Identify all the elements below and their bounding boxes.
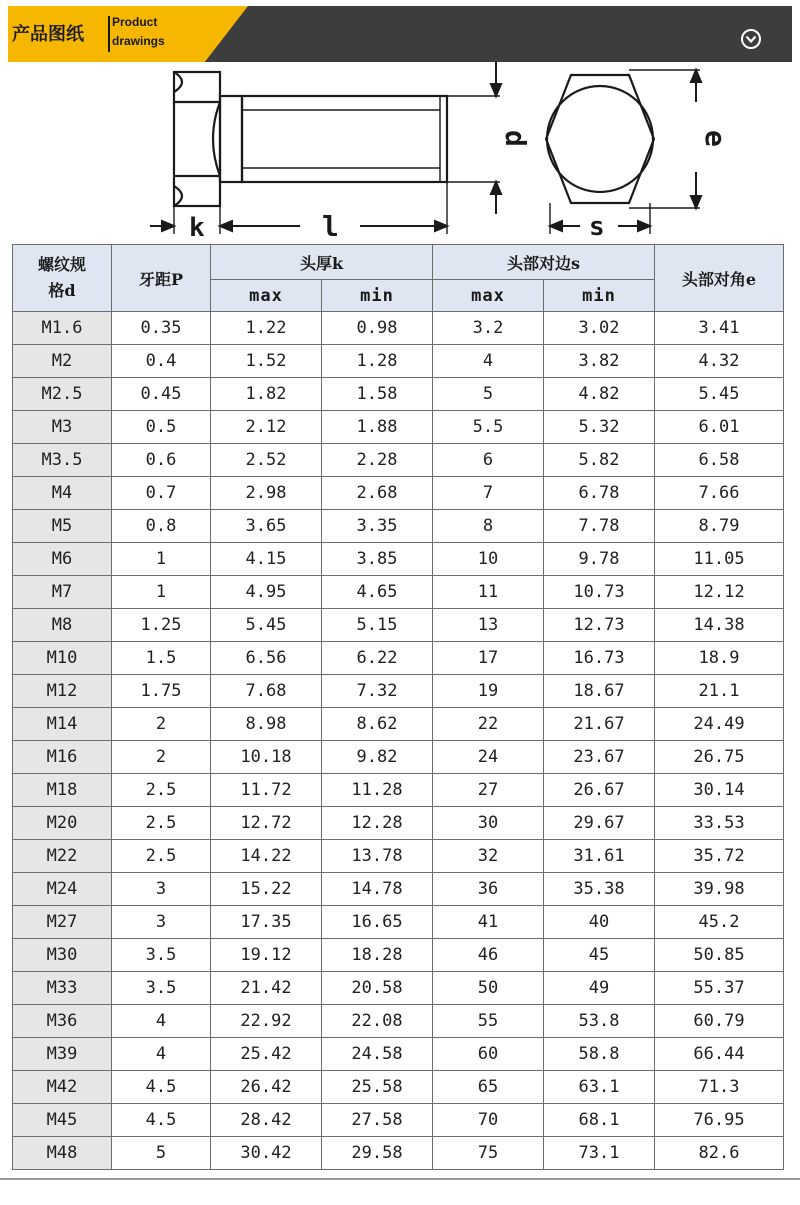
k-max-cell: 6.56 [211, 642, 322, 675]
s-max-cell: 5 [433, 378, 544, 411]
k-min-cell: 3.35 [322, 510, 433, 543]
k-max-cell: 4.15 [211, 543, 322, 576]
label-k: k [189, 213, 205, 243]
label-d: d [499, 130, 532, 147]
k-min-cell: 24.58 [322, 1038, 433, 1071]
k-max-cell: 5.45 [211, 609, 322, 642]
spec-cell: M16 [13, 741, 112, 774]
k-max-cell: 22.92 [211, 1005, 322, 1038]
pitch-cell: 4 [112, 1005, 211, 1038]
k-min-cell: 7.32 [322, 675, 433, 708]
table-row [13, 1137, 784, 1170]
banner-title-cn: 产品图纸 [12, 24, 84, 45]
header-across-corners: 头部对角e [655, 245, 784, 312]
pitch-cell: 0.5 [112, 411, 211, 444]
spec-cell: M3 [13, 411, 112, 444]
k-max-cell: 2.98 [211, 477, 322, 510]
k-min-cell: 11.28 [322, 774, 433, 807]
k-max-cell: 7.68 [211, 675, 322, 708]
table-row [13, 873, 784, 906]
s-min-cell: 6.78 [544, 477, 655, 510]
k-min-cell: 5.15 [322, 609, 433, 642]
spec-cell: M7 [13, 576, 112, 609]
e-cell: 11.05 [655, 543, 784, 576]
k-min-cell: 2.68 [322, 477, 433, 510]
spec-cell: M2.5 [13, 378, 112, 411]
pitch-cell: 0.45 [112, 378, 211, 411]
table-row [13, 1104, 784, 1137]
k-max-cell: 14.22 [211, 840, 322, 873]
s-max-cell: 65 [433, 1071, 544, 1104]
spec-table-body [13, 312, 784, 1170]
table-row [13, 939, 784, 972]
table-row [13, 411, 784, 444]
k-min-cell: 29.58 [322, 1137, 433, 1170]
e-cell: 76.95 [655, 1104, 784, 1137]
spec-cell: M12 [13, 675, 112, 708]
pitch-cell: 0.8 [112, 510, 211, 543]
table-row [13, 1005, 784, 1038]
e-cell: 14.38 [655, 609, 784, 642]
header-thread-spec [13, 245, 112, 312]
bolt-spec-table [12, 244, 784, 1170]
e-cell: 30.14 [655, 774, 784, 807]
s-min-cell: 26.67 [544, 774, 655, 807]
pitch-cell: 0.4 [112, 345, 211, 378]
header-k-min: min [322, 280, 433, 312]
e-cell: 45.2 [655, 906, 784, 939]
product-drawings-banner [8, 6, 792, 62]
pitch-cell: 3.5 [112, 972, 211, 1005]
s-max-cell: 10 [433, 543, 544, 576]
s-min-cell: 53.8 [544, 1005, 655, 1038]
s-min-cell: 18.67 [544, 675, 655, 708]
k-max-cell: 2.52 [211, 444, 322, 477]
s-min-cell: 63.1 [544, 1071, 655, 1104]
pitch-cell: 2 [112, 708, 211, 741]
k-min-cell: 25.58 [322, 1071, 433, 1104]
spec-cell: M5 [13, 510, 112, 543]
k-max-cell: 2.12 [211, 411, 322, 444]
bolt-shank-outline [242, 96, 447, 182]
k-max-cell: 11.72 [211, 774, 322, 807]
table-row [13, 543, 784, 576]
table-row [13, 675, 784, 708]
table-row [13, 972, 784, 1005]
s-min-cell: 10.73 [544, 576, 655, 609]
s-max-cell: 7 [433, 477, 544, 510]
spec-cell: M33 [13, 972, 112, 1005]
table-row [13, 378, 784, 411]
e-cell: 12.12 [655, 576, 784, 609]
s-max-cell: 3.2 [433, 312, 544, 345]
k-max-cell: 8.98 [211, 708, 322, 741]
header-k-max: max [211, 280, 322, 312]
s-min-cell: 21.67 [544, 708, 655, 741]
k-max-cell: 1.82 [211, 378, 322, 411]
banner-title-en-line1: Product [112, 15, 158, 29]
k-max-cell: 3.65 [211, 510, 322, 543]
k-min-cell: 3.85 [322, 543, 433, 576]
banner-title-en-line2: drawings [112, 34, 165, 48]
s-max-cell: 19 [433, 675, 544, 708]
spec-cell: M42 [13, 1071, 112, 1104]
s-max-cell: 22 [433, 708, 544, 741]
pitch-cell: 1.75 [112, 675, 211, 708]
pitch-cell: 1.5 [112, 642, 211, 675]
s-min-cell: 4.82 [544, 378, 655, 411]
k-min-cell: 20.58 [322, 972, 433, 1005]
e-cell: 24.49 [655, 708, 784, 741]
e-cell: 33.53 [655, 807, 784, 840]
s-min-cell: 45 [544, 939, 655, 972]
pitch-cell: 3 [112, 906, 211, 939]
label-l: l [322, 210, 339, 243]
chevron-down-circle-icon[interactable] [740, 28, 762, 50]
table-row [13, 708, 784, 741]
k-max-cell: 10.18 [211, 741, 322, 774]
k-min-cell: 6.22 [322, 642, 433, 675]
hex-head-circle [547, 86, 653, 192]
spec-cell: M18 [13, 774, 112, 807]
hex-head-outline [546, 75, 654, 203]
k-min-cell: 9.82 [322, 741, 433, 774]
header-s-min: min [544, 280, 655, 312]
pitch-cell: 3.5 [112, 939, 211, 972]
s-min-cell: 49 [544, 972, 655, 1005]
k-min-cell: 12.28 [322, 807, 433, 840]
table-row [13, 840, 784, 873]
header-pitch: 牙距P [112, 245, 211, 312]
table-row [13, 906, 784, 939]
s-min-cell: 29.67 [544, 807, 655, 840]
e-cell: 6.58 [655, 444, 784, 477]
pitch-cell: 2.5 [112, 807, 211, 840]
s-max-cell: 27 [433, 774, 544, 807]
k-min-cell: 27.58 [322, 1104, 433, 1137]
table-row [13, 576, 784, 609]
s-max-cell: 24 [433, 741, 544, 774]
pitch-cell: 4 [112, 1038, 211, 1071]
k-min-cell: 1.88 [322, 411, 433, 444]
k-min-cell: 0.98 [322, 312, 433, 345]
pitch-cell: 2.5 [112, 774, 211, 807]
k-min-cell: 2.28 [322, 444, 433, 477]
table-row [13, 642, 784, 675]
e-cell: 8.79 [655, 510, 784, 543]
e-cell: 71.3 [655, 1071, 784, 1104]
table-row [13, 807, 784, 840]
table-row [13, 510, 784, 543]
table-row [13, 774, 784, 807]
spec-cell: M2 [13, 345, 112, 378]
s-max-cell: 13 [433, 609, 544, 642]
s-max-cell: 8 [433, 510, 544, 543]
k-min-cell: 13.78 [322, 840, 433, 873]
spec-cell: M36 [13, 1005, 112, 1038]
pitch-cell: 2.5 [112, 840, 211, 873]
pitch-cell: 0.7 [112, 477, 211, 510]
s-min-cell: 3.02 [544, 312, 655, 345]
table-row [13, 345, 784, 378]
s-max-cell: 11 [433, 576, 544, 609]
s-min-cell: 16.73 [544, 642, 655, 675]
table-row [13, 312, 784, 345]
e-cell: 55.37 [655, 972, 784, 1005]
s-max-cell: 41 [433, 906, 544, 939]
k-max-cell: 30.42 [211, 1137, 322, 1170]
pitch-cell: 5 [112, 1137, 211, 1170]
s-max-cell: 46 [433, 939, 544, 972]
pitch-cell: 2 [112, 741, 211, 774]
s-min-cell: 3.82 [544, 345, 655, 378]
header-s-max: max [433, 280, 544, 312]
k-max-cell: 28.42 [211, 1104, 322, 1137]
table-row [13, 609, 784, 642]
e-cell: 39.98 [655, 873, 784, 906]
spec-cell: M22 [13, 840, 112, 873]
pitch-cell: 0.35 [112, 312, 211, 345]
s-max-cell: 36 [433, 873, 544, 906]
e-cell: 3.41 [655, 312, 784, 345]
k-min-cell: 1.28 [322, 345, 433, 378]
k-min-cell: 18.28 [322, 939, 433, 972]
spec-cell: M4 [13, 477, 112, 510]
k-max-cell: 12.72 [211, 807, 322, 840]
e-cell: 21.1 [655, 675, 784, 708]
spec-cell: M14 [13, 708, 112, 741]
spec-cell: M1.6 [13, 312, 112, 345]
header-head-thickness: 头厚k [211, 245, 433, 280]
s-min-cell: 31.61 [544, 840, 655, 873]
s-max-cell: 50 [433, 972, 544, 1005]
pitch-cell: 4.5 [112, 1104, 211, 1137]
spec-cell: M6 [13, 543, 112, 576]
s-min-cell: 12.73 [544, 609, 655, 642]
k-max-cell: 26.42 [211, 1071, 322, 1104]
e-cell: 7.66 [655, 477, 784, 510]
s-max-cell: 17 [433, 642, 544, 675]
k-max-cell: 1.52 [211, 345, 322, 378]
spec-cell: M8 [13, 609, 112, 642]
e-cell: 66.44 [655, 1038, 784, 1071]
e-cell: 82.6 [655, 1137, 784, 1170]
s-max-cell: 5.5 [433, 411, 544, 444]
spec-cell: M10 [13, 642, 112, 675]
pitch-cell: 0.6 [112, 444, 211, 477]
e-cell: 60.79 [655, 1005, 784, 1038]
e-cell: 4.32 [655, 345, 784, 378]
k-min-cell: 8.62 [322, 708, 433, 741]
banner-divider [108, 16, 110, 52]
s-min-cell: 9.78 [544, 543, 655, 576]
table-row [13, 1071, 784, 1104]
k-max-cell: 4.95 [211, 576, 322, 609]
pitch-cell: 3 [112, 873, 211, 906]
hex-bolt-drawing [0, 62, 800, 244]
s-min-cell: 5.32 [544, 411, 655, 444]
s-min-cell: 35.38 [544, 873, 655, 906]
s-max-cell: 32 [433, 840, 544, 873]
table-row [13, 1038, 784, 1071]
bottom-divider [0, 1178, 800, 1180]
s-max-cell: 4 [433, 345, 544, 378]
header-thread-spec-line2: 格d [48, 281, 76, 300]
k-min-cell: 1.58 [322, 378, 433, 411]
s-min-cell: 68.1 [544, 1104, 655, 1137]
k-min-cell: 4.65 [322, 576, 433, 609]
k-max-cell: 17.35 [211, 906, 322, 939]
k-max-cell: 15.22 [211, 873, 322, 906]
spec-cell: M48 [13, 1137, 112, 1170]
pitch-cell: 1 [112, 576, 211, 609]
k-max-cell: 25.42 [211, 1038, 322, 1071]
label-s: s [589, 212, 605, 242]
spec-cell: M30 [13, 939, 112, 972]
spec-cell: M20 [13, 807, 112, 840]
k-min-cell: 14.78 [322, 873, 433, 906]
k-max-cell: 1.22 [211, 312, 322, 345]
k-max-cell: 21.42 [211, 972, 322, 1005]
e-cell: 35.72 [655, 840, 784, 873]
label-e: e [699, 130, 732, 147]
s-min-cell: 40 [544, 906, 655, 939]
s-min-cell: 23.67 [544, 741, 655, 774]
pitch-cell: 4.5 [112, 1071, 211, 1104]
header-across-flats: 头部对边s [433, 245, 655, 280]
e-cell: 18.9 [655, 642, 784, 675]
s-max-cell: 55 [433, 1005, 544, 1038]
e-cell: 5.45 [655, 378, 784, 411]
e-cell: 26.75 [655, 741, 784, 774]
header-thread-spec-line1: 螺纹规 [37, 255, 86, 274]
s-max-cell: 75 [433, 1137, 544, 1170]
spec-cell: M39 [13, 1038, 112, 1071]
s-max-cell: 60 [433, 1038, 544, 1071]
pitch-cell: 1.25 [112, 609, 211, 642]
table-row [13, 741, 784, 774]
s-max-cell: 70 [433, 1104, 544, 1137]
spec-cell: M27 [13, 906, 112, 939]
k-min-cell: 16.65 [322, 906, 433, 939]
s-min-cell: 58.8 [544, 1038, 655, 1071]
s-max-cell: 6 [433, 444, 544, 477]
s-min-cell: 5.82 [544, 444, 655, 477]
k-max-cell: 19.12 [211, 939, 322, 972]
pitch-cell: 1 [112, 543, 211, 576]
spec-cell: M45 [13, 1104, 112, 1137]
s-max-cell: 30 [433, 807, 544, 840]
k-min-cell: 22.08 [322, 1005, 433, 1038]
table-row [13, 444, 784, 477]
e-cell: 50.85 [655, 939, 784, 972]
spec-cell: M24 [13, 873, 112, 906]
e-cell: 6.01 [655, 411, 784, 444]
s-min-cell: 7.78 [544, 510, 655, 543]
s-min-cell: 73.1 [544, 1137, 655, 1170]
table-row [13, 477, 784, 510]
spec-cell: M3.5 [13, 444, 112, 477]
